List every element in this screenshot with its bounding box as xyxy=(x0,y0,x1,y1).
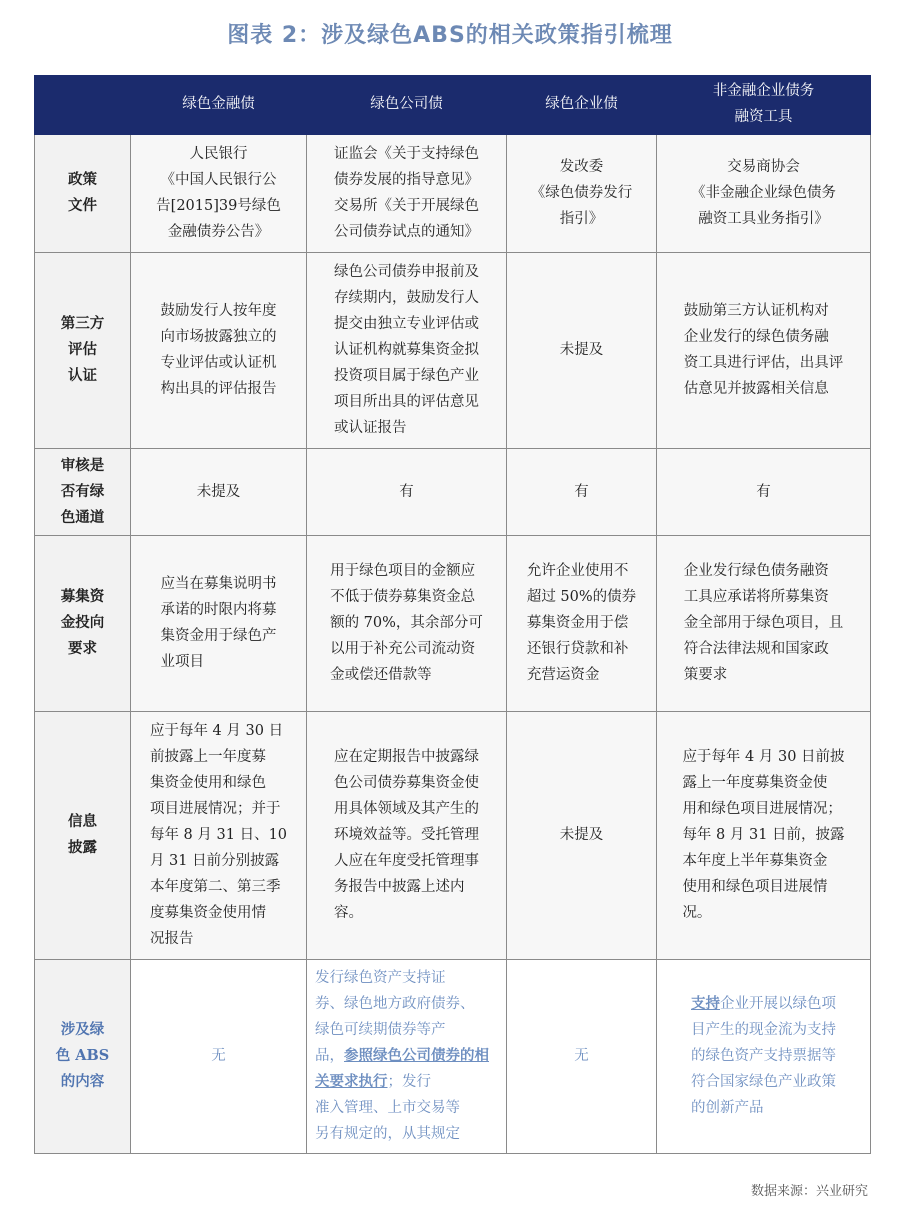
abs-c4-emphasis: 支持 xyxy=(691,995,720,1012)
cell-third-party-c1: 鼓励发行人按年度 向市场披露独立的 专业评估或认证机 构出具的评估报告 xyxy=(131,252,307,448)
cell-abs-c1: 无 xyxy=(131,959,307,1153)
cell-disclosure-c3: 未提及 xyxy=(507,711,657,959)
header-green-financial-bond: 绿色金融债 xyxy=(131,75,307,134)
abs-c2-emphasis: 参照绿色公司债券的相关要求执行 xyxy=(315,1047,489,1090)
cell-disclosure-c2: 应在定期报告中披露绿 色公司债券募集资金使 用具体领域及其产生的 环境效益等。受托管理 人应在年度受托管理事 务报告中披露上述内 容。 xyxy=(307,711,507,959)
row-label-third-party: 第三方 评估 认证 xyxy=(35,252,131,448)
policy-table xyxy=(34,75,871,1154)
header-non-financial-debt: 非金融企业债务 融资工具 xyxy=(657,75,871,134)
header-green-corporate-bond: 绿色公司债 xyxy=(307,75,507,134)
header-corner xyxy=(35,75,131,134)
table-row-third-party xyxy=(35,252,871,448)
table-row-abs xyxy=(35,959,871,1153)
cell-policy-c2: 证监会《关于支持绿色 债券发展的指导意见》 交易所《关于开展绿色 公司债券试点的通知》 xyxy=(307,134,507,252)
cell-abs-c4: 支持企业开展以绿色项 目产生的现金流为支持 的绿色资产支持票据等 符合国家绿色产业政策 的创新产品 xyxy=(657,959,871,1153)
data-source: 数据来源：兴业研究 xyxy=(750,1184,868,1199)
row-label-green-channel: 审核是 否有绿 色通道 xyxy=(35,448,131,535)
cell-abs-c2: 发行绿色资产支持证 券、绿色地方政府债券、 绿色可续期债券等产 品，参照绿色公司债券的相关要求执行；发行 准入管理、上市交易等 另有规定的，从其规定 xyxy=(307,959,507,1153)
header-green-enterprise-bond: 绿色企业债 xyxy=(507,75,657,134)
cell-abs-c3: 无 xyxy=(507,959,657,1153)
cell-third-party-c2: 绿色公司债券申报前及 存续期内，鼓励发行人 提交由独立专业评估或 认证机构就募集资金拟 投资项目属于绿色产业 项目所出具的评估意见 或认证报告 xyxy=(307,252,507,448)
cell-fund-use-c4: 企业发行绿色债务融资 工具应承诺将所募集资 金全部用于绿色项目，且 符合法律法规和国家政 策要求 xyxy=(657,535,871,711)
table-header-row xyxy=(35,75,871,134)
table-row-policy xyxy=(35,134,871,252)
cell-third-party-c3: 未提及 xyxy=(507,252,657,448)
cell-disclosure-c4: 应于每年 4 月 30 日前披 露上一年度募集资金使 用和绿色项目进展情况； 每年 8 月 31 日前，披露 本年度上半年募集资金 使用和绿色项目进展情 况。 xyxy=(657,711,871,959)
row-label-abs: 涉及绿 色 ABS 的内容 xyxy=(35,959,131,1153)
cell-policy-c4: 交易商协会 《非金融企业绿色债务 融资工具业务指引》 xyxy=(657,134,871,252)
cell-fund-use-c2: 用于绿色项目的金额应 不低于债券募集资金总 额的 70%，其余部分可 以用于补充公司流动资 金或偿还借款等 xyxy=(307,535,507,711)
table-row-green-channel xyxy=(35,448,871,535)
row-label-fund-use: 募集资 金投向 要求 xyxy=(35,535,131,711)
table-row-disclosure xyxy=(35,711,871,959)
cell-fund-use-c1: 应当在募集说明书 承诺的时限内将募 集资金用于绿色产 业项目 xyxy=(131,535,307,711)
cell-third-party-c4: 鼓励第三方认证机构对 企业发行的绿色债务融 资工具进行评估，出具评 估意见并披露相关信息 xyxy=(657,252,871,448)
cell-green-channel-c2: 有 xyxy=(307,448,507,535)
row-label-policy: 政策 文件 xyxy=(35,134,131,252)
cell-fund-use-c3: 允许企业使用不 超过 50%的债券 募集资金用于偿 还银行贷款和补 充营运资金 xyxy=(507,535,657,711)
cell-disclosure-c1: 应于每年 4 月 30 日 前披露上一年度募 集资金使用和绿色 项目进展情况；并于 每年 8 月 31 日、10 月 31 日前分别披露 本年度第二、第三季 度募集资金使用情 况报告 xyxy=(131,711,307,959)
page-title: 图表 2：涉及绿色ABS的相关政策指引梳理 xyxy=(227,23,673,48)
table-row-fund-use xyxy=(35,535,871,711)
cell-green-channel-c4: 有 xyxy=(657,448,871,535)
cell-green-channel-c1: 未提及 xyxy=(131,448,307,535)
row-label-disclosure: 信息 披露 xyxy=(35,711,131,959)
cell-policy-c3: 发改委 《绿色债券发行 指引》 xyxy=(507,134,657,252)
cell-policy-c1: 人民银行 《中国人民银行公 告[2015]39号绿色 金融债券公告》 xyxy=(131,134,307,252)
cell-green-channel-c3: 有 xyxy=(507,448,657,535)
